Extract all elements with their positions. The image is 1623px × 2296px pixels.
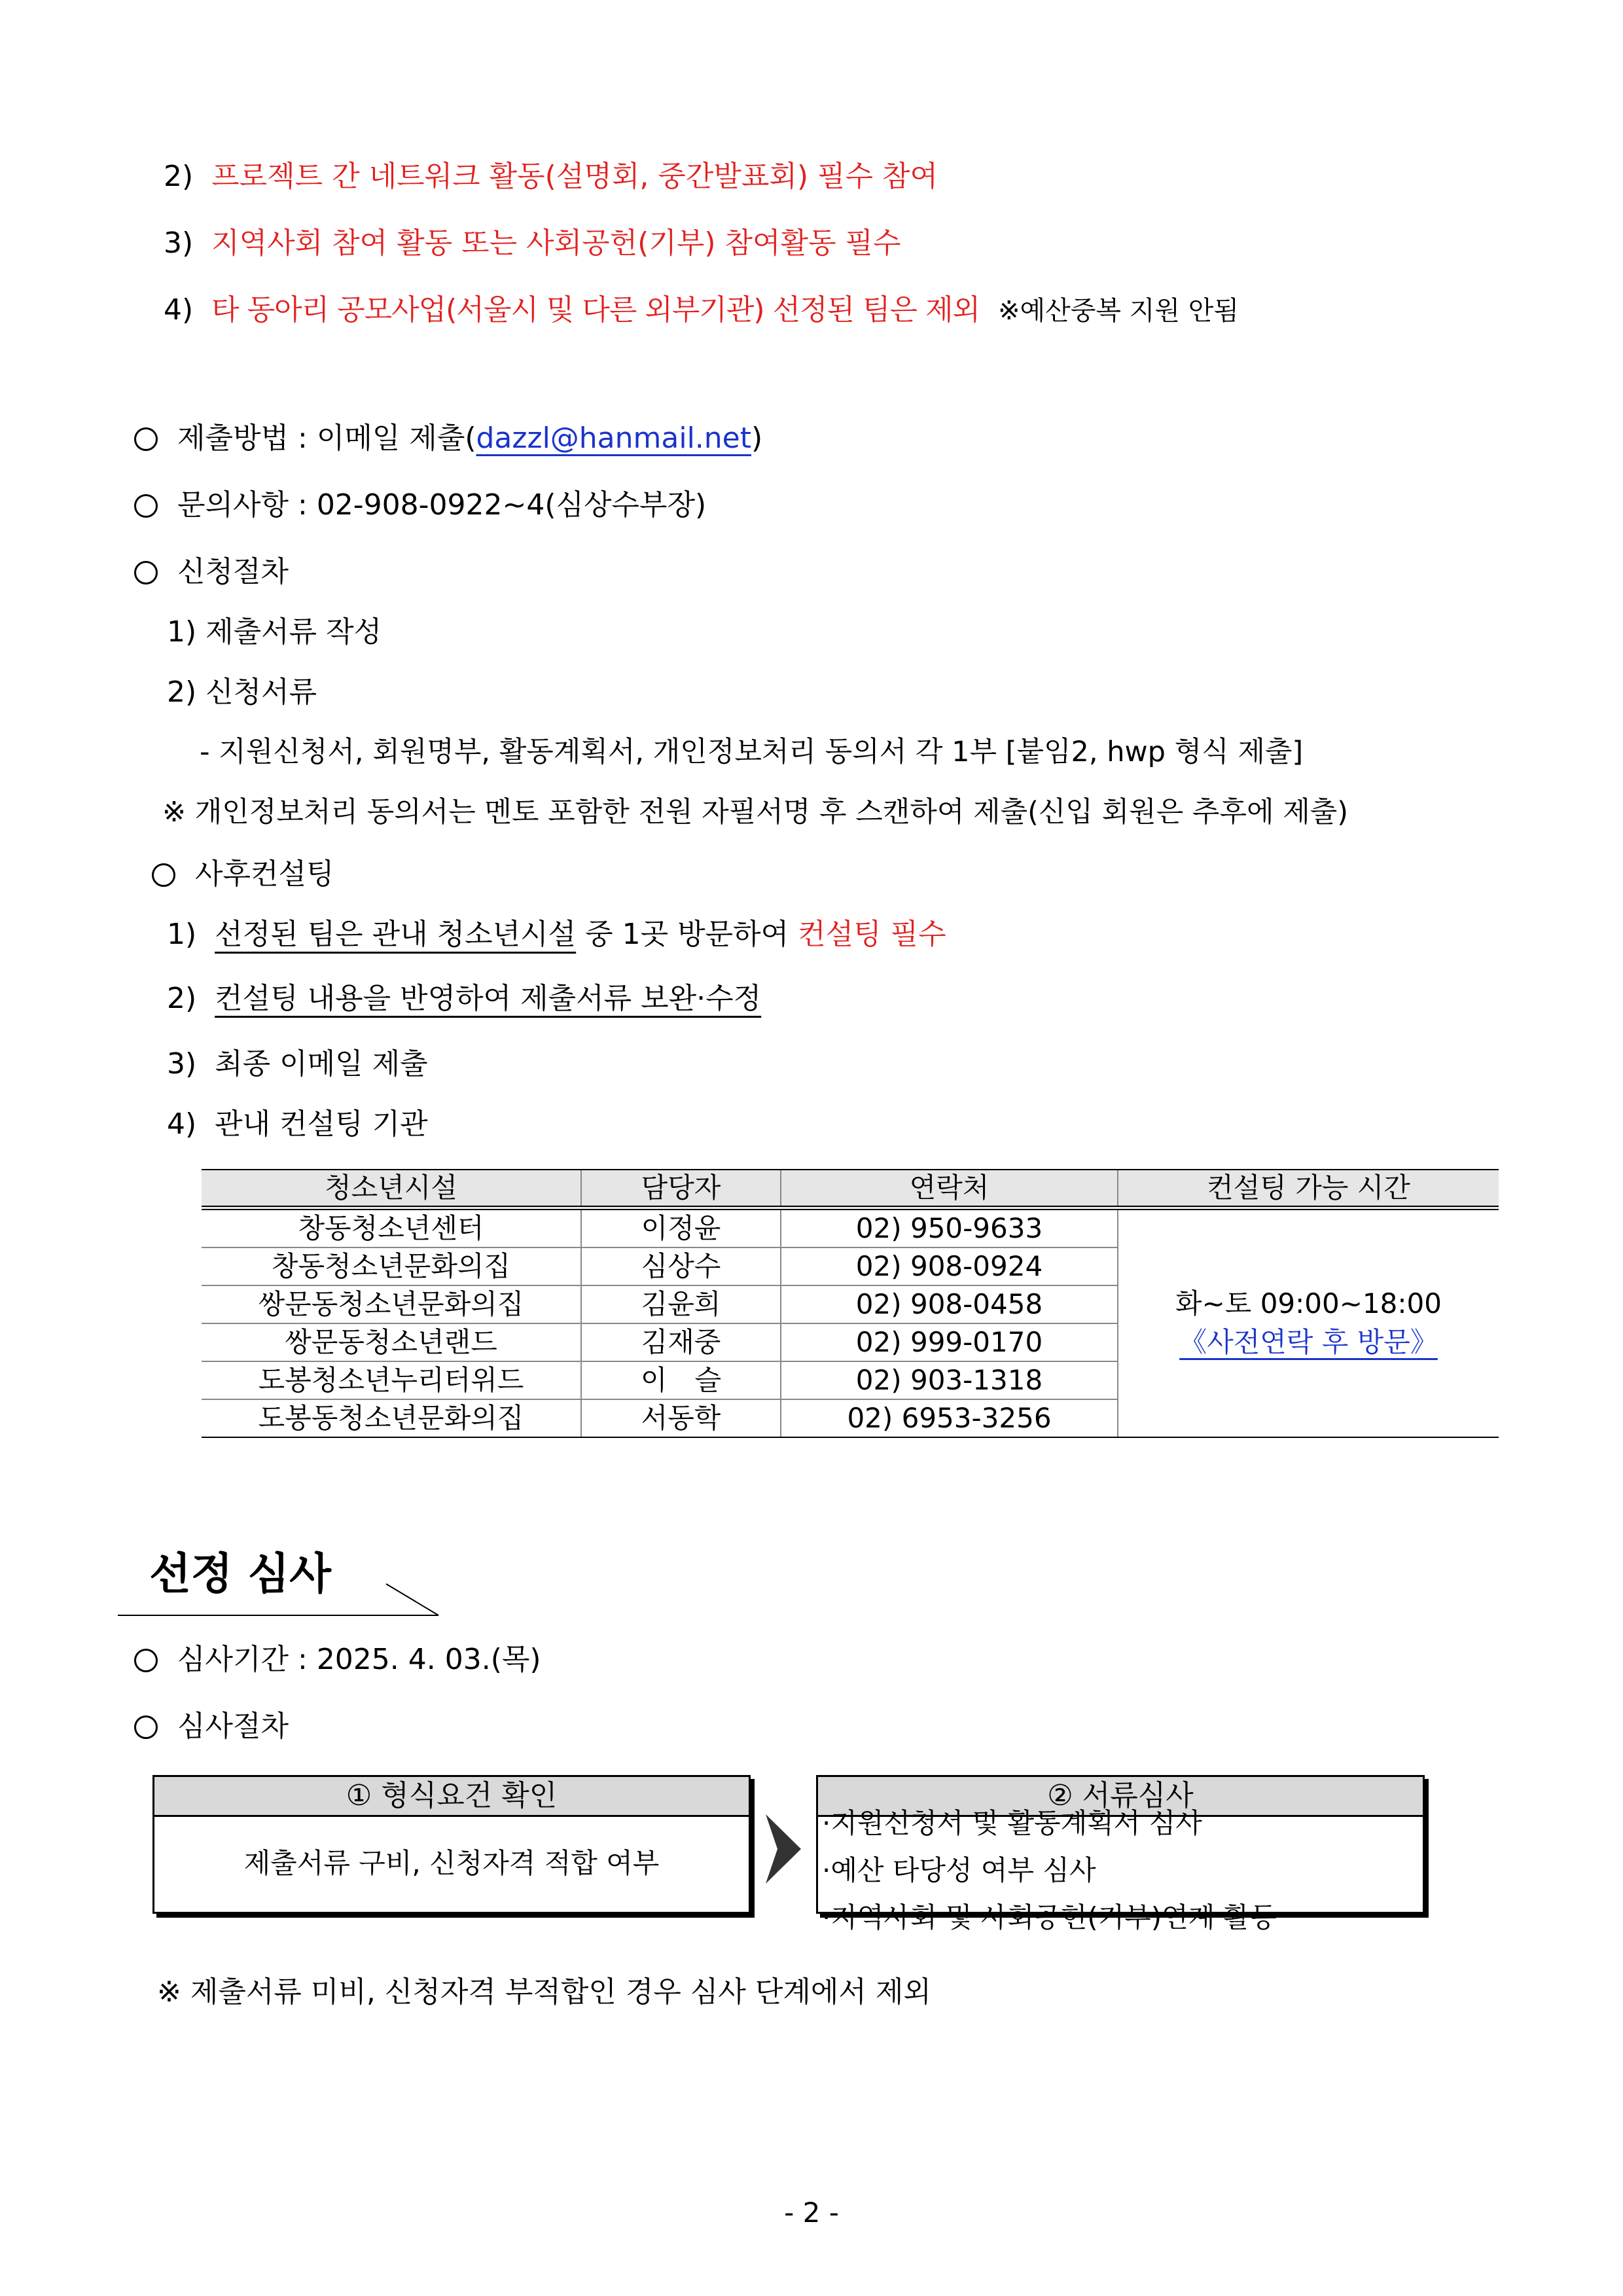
review-step-2-item: ·예산 타당성 여부 심사 <box>822 1854 1096 1886</box>
review-step-2-item: ·지원신청서 및 활동계획서 심사 <box>822 1807 1202 1839</box>
review-step-1-box <box>152 1775 751 1914</box>
req-4-num: 4) <box>164 293 194 327</box>
consulting-1-rest: 중 1곳 방문하여 <box>576 918 798 951</box>
chevron-right-icon <box>764 1813 804 1885</box>
consulting-3-num: 3) <box>167 1047 197 1081</box>
consulting-item-4 <box>167 1107 428 1141</box>
manager-name: 서동학 <box>581 1399 781 1437</box>
section-title-underline <box>118 1576 445 1622</box>
procedure-step-2: 2) 신청서류 <box>167 675 317 709</box>
contact-phone: 02) 999-0170 <box>781 1323 1118 1361</box>
manager-name: 이 슬 <box>581 1361 781 1399</box>
req-4-text: 타 동아리 공모사업(서울시 및 다른 외부기관) 선정된 팀은 제외 <box>211 293 980 327</box>
consulting-time: 화~토 09:00~18:00 <box>1175 1287 1442 1320</box>
circle-bullet-icon <box>134 1649 158 1672</box>
circle-bullet-icon <box>152 863 175 887</box>
contact-phone: 02) 908-0924 <box>781 1247 1118 1285</box>
circle-bullet-icon <box>134 427 158 451</box>
procedure-step-1: 1) 제출서류 작성 <box>167 615 382 649</box>
page-number: - 2 - <box>784 2197 839 2229</box>
review-step-2-item: ·지역사회 및 사회공헌(기부)연계 활동 <box>822 1901 1277 1933</box>
col-header-contact: 연락처 <box>781 1170 1118 1208</box>
procedure-title <box>134 555 289 588</box>
consulting-4-num: 4) <box>167 1107 197 1141</box>
facility-name: 창동청소년문화의집 <box>202 1247 581 1285</box>
req-3-text: 지역사회 참여 활동 또는 사회공헌(기부) 참여활동 필수 <box>211 226 901 260</box>
consulting-time-cell <box>1118 1208 1499 1438</box>
circle-bullet-icon <box>134 1715 158 1739</box>
review-step-1-header: ① 형식요건 확인 <box>154 1777 749 1817</box>
manager-name: 심상수 <box>581 1247 781 1285</box>
email-link[interactable]: dazzl@hanmail.net <box>476 422 751 455</box>
contact-phone: 02) 908-0458 <box>781 1285 1118 1323</box>
consulting-1-red: 컨설팅 필수 <box>798 918 946 951</box>
review-period: 심사기간 : 2025. 4. 03.(목) <box>177 1643 541 1676</box>
section-title: 선정 심사 <box>149 1549 332 1599</box>
consulting-item-2 <box>167 984 761 1013</box>
col-header-time: 컨설팅 가능 시간 <box>1118 1170 1499 1208</box>
requirement-3 <box>164 226 901 260</box>
submission-close: ) <box>751 422 763 455</box>
consulting-4-text: 관내 컨설팅 기관 <box>215 1107 428 1141</box>
submission-line <box>134 424 762 453</box>
consulting-title-text: 사후컨설팅 <box>195 857 334 891</box>
req-2-text: 프로젝트 간 네트워크 활동(설명회, 중간발표회) 필수 참여 <box>211 160 938 193</box>
manager-name: 김윤희 <box>581 1285 781 1323</box>
contact-phone: 02) 6953-3256 <box>781 1399 1118 1437</box>
contact-phone: 02) 950-9633 <box>781 1208 1118 1248</box>
circle-bullet-icon <box>134 494 158 518</box>
manager-name: 이정윤 <box>581 1208 781 1248</box>
req-4-note: ※예산중복 지원 안됨 <box>997 296 1240 326</box>
review-step-2-header: ② 서류심사 <box>818 1777 1423 1817</box>
contact-phone: 02) 903-1318 <box>781 1361 1118 1399</box>
facility-name: 쌍문동청소년문화의집 <box>202 1285 581 1323</box>
inquiry-text: 문의사항 : 02-908-0922~4(심상수부장) <box>177 488 707 522</box>
circle-bullet-icon <box>134 561 158 584</box>
consulting-title <box>152 857 334 891</box>
procedure-docs: - 지원신청서, 회원명부, 활동계획서, 개인정보처리 동의서 각 1부 [붙임2, hwp 형식 제출] <box>200 736 1304 768</box>
consulting-2-num: 2) <box>167 982 197 1015</box>
consulting-facility-table <box>202 1169 1499 1438</box>
inquiry-line <box>134 488 707 522</box>
consulting-1-num: 1) <box>167 918 197 951</box>
submission-label: 제출방법 : 이메일 제출( <box>177 422 476 455</box>
consulting-time-note: 《사전연락 후 방문》 <box>1179 1326 1438 1358</box>
table-row <box>202 1208 1499 1248</box>
col-header-facility: 청소년시설 <box>202 1170 581 1208</box>
consulting-2-underlined: 컨설팅 내용을 반영하여 제출서류 보완·수정 <box>215 982 762 1015</box>
facility-name: 도봉청소년누리터위드 <box>202 1361 581 1399</box>
consulting-3-text: 최종 이메일 제출 <box>215 1047 428 1081</box>
review-step-2-box <box>816 1775 1425 1933</box>
review-step-1-body: 제출서류 구비, 신청자격 적합 여부 <box>243 1847 660 1879</box>
requirement-4 <box>164 293 1240 327</box>
col-header-manager: 담당자 <box>581 1170 781 1208</box>
consulting-item-1 <box>167 920 946 949</box>
manager-name: 김재중 <box>581 1323 781 1361</box>
review-process-line <box>134 1712 289 1741</box>
facility-name: 창동청소년센터 <box>202 1208 581 1248</box>
review-period-line <box>134 1645 541 1674</box>
review-exclusion-note: ※ 제출서류 미비, 신청자격 부적합인 경우 심사 단계에서 제외 <box>157 1975 931 2009</box>
table-header-row <box>202 1170 1499 1208</box>
consulting-item-3 <box>167 1047 428 1081</box>
consulting-1-underlined: 선정된 팀은 관내 청소년시설 <box>215 918 577 951</box>
req-3-num: 3) <box>164 226 194 260</box>
procedure-title-text: 신청절차 <box>177 555 289 588</box>
facility-name: 쌍문동청소년랜드 <box>202 1323 581 1361</box>
requirement-2 <box>164 162 938 191</box>
review-process-label: 심사절차 <box>177 1710 289 1743</box>
req-2-num: 2) <box>164 160 194 193</box>
facility-name: 도봉동청소년문화의집 <box>202 1399 581 1437</box>
procedure-note: ※ 개인정보처리 동의서는 멘토 포함한 전원 자필서명 후 스캔하여 제출(신입 회원은 추후에 제출) <box>162 796 1349 829</box>
